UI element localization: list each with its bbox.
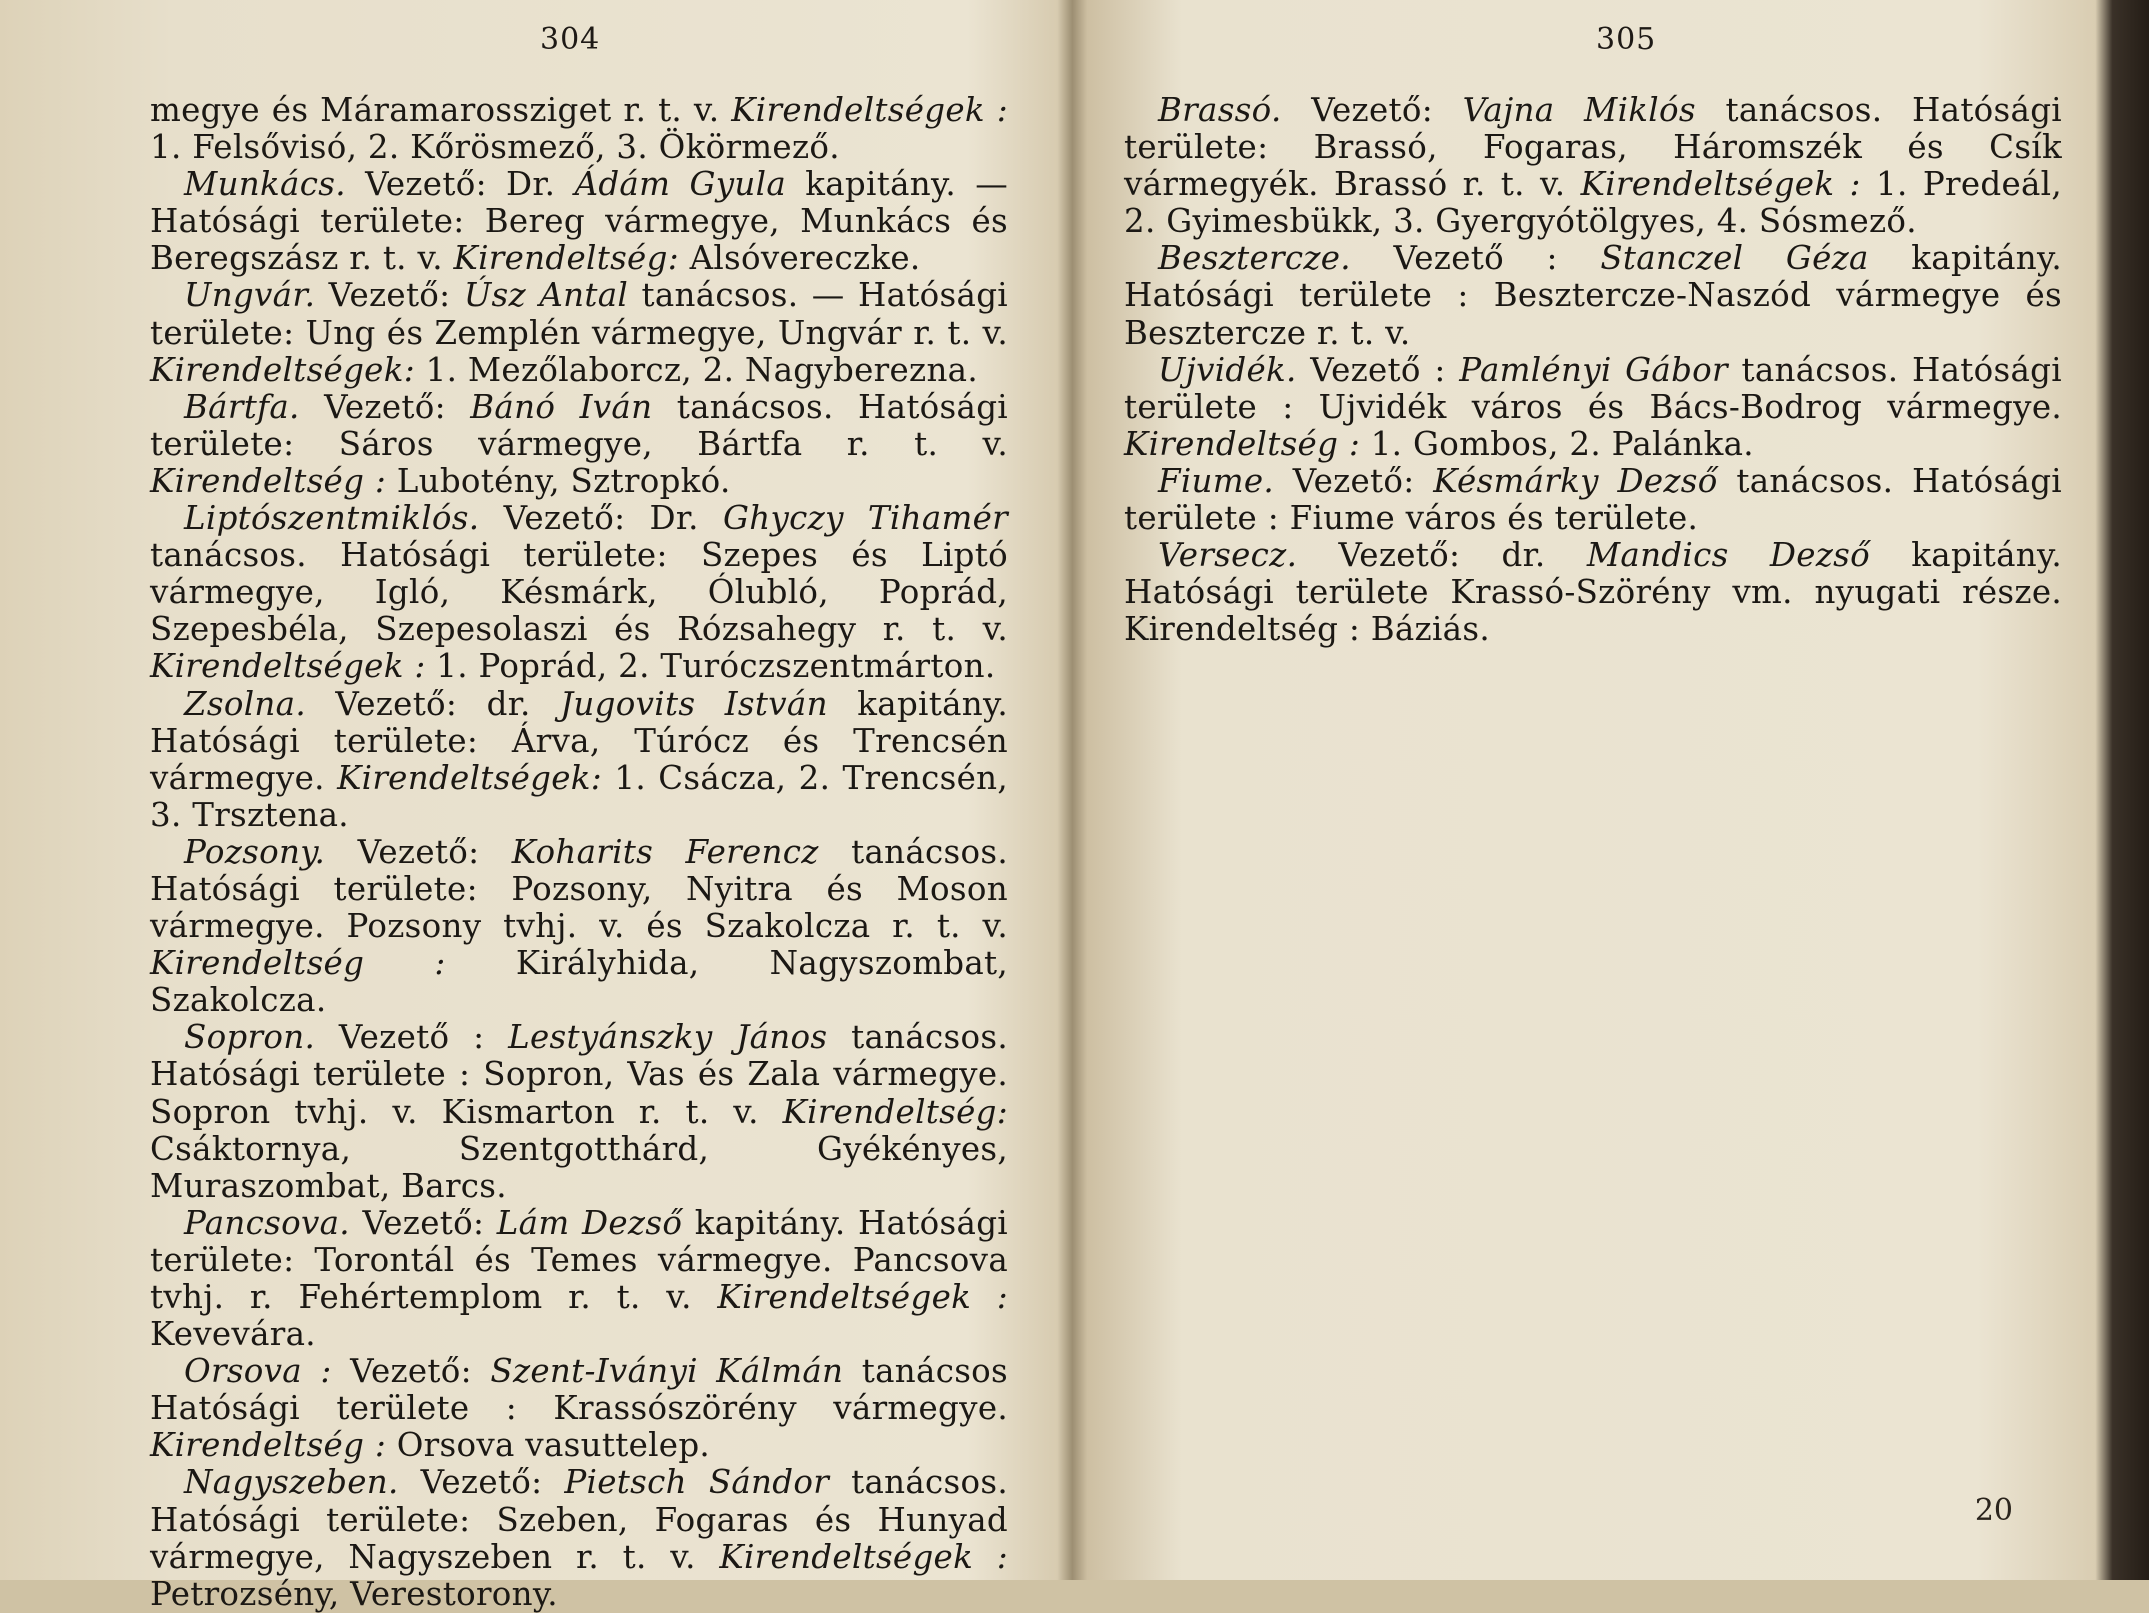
left-page-text bbox=[150, 92, 1008, 1613]
paragraph bbox=[1124, 240, 2062, 351]
left-page bbox=[0, 0, 1070, 1613]
italic-run: Ungvár. bbox=[184, 276, 316, 315]
italic-run: Kirendeltség : bbox=[150, 944, 446, 983]
paragraph bbox=[150, 277, 1008, 388]
paragraph bbox=[150, 686, 1008, 834]
paragraph bbox=[1124, 537, 2062, 648]
text-run: Orsova vasuttelep. bbox=[386, 1426, 711, 1465]
italic-run: Sopron. bbox=[184, 1018, 316, 1057]
left-page-number: 304 bbox=[540, 22, 601, 57]
text-run: kapitány. Hatósági területe : Besztercze-Naszód vármegye és Besztercze r. t. v. bbox=[1124, 239, 2062, 352]
paragraph bbox=[150, 1353, 1008, 1464]
text-run: Kevevára. bbox=[150, 1315, 316, 1354]
italic-run: Ghyczy Tihamér bbox=[723, 499, 1008, 538]
italic-run: Úsz Antal bbox=[463, 276, 629, 315]
text-run: Vezető : bbox=[1296, 350, 1460, 389]
italic-run: Ujvidék. bbox=[1158, 350, 1297, 389]
italic-run: Kirendeltségek : bbox=[731, 91, 1009, 129]
text-run: 1. Gombos, 2. Palánka. bbox=[1360, 424, 1754, 463]
text-run: Vezető: bbox=[299, 387, 471, 426]
text-run: 1. Poprád, 2. Turóczszentmárton. bbox=[425, 647, 996, 686]
right-page-number: 305 bbox=[1596, 22, 1657, 57]
italic-run: Mandics Dezső bbox=[1586, 536, 1871, 575]
text-run: tanácsos. Hatósági területe : Fiume város és területe. bbox=[1124, 461, 2062, 538]
text-run: kapitány. — Hatósági területe: Bereg vármegye, Munkács és Beregszász r. t. v. bbox=[150, 165, 1008, 278]
paragraph bbox=[150, 834, 1008, 1019]
text-run: Alsóvereczke. bbox=[678, 239, 921, 278]
paragraph bbox=[1124, 463, 2062, 537]
italic-run: Koharits Ferencz bbox=[511, 832, 819, 871]
italic-run: Kirendeltség : bbox=[150, 461, 387, 500]
text-run: kapitány. Hatósági területe Krassó-Szörény vm. nyugati része. Kirendeltség : Báziás. bbox=[1124, 536, 2062, 649]
italic-run: Pozsony. bbox=[184, 832, 326, 871]
italic-run: Bártfa. bbox=[184, 387, 300, 426]
text-run: Vezető : bbox=[1350, 239, 1601, 278]
text-run: Vezető: dr. bbox=[1297, 536, 1587, 575]
text-run: tanácsos. Hatósági területe: Brassó, Fogaras, Háromszék és Csík vármegyék. Brassó r. t. v. bbox=[1124, 91, 2063, 204]
italic-run: Lestyánszky János bbox=[508, 1018, 828, 1057]
italic-run: Kirendeltségek : bbox=[1580, 165, 1861, 204]
italic-run: Liptószentmiklós. bbox=[184, 499, 480, 538]
paragraph bbox=[150, 1464, 1008, 1612]
italic-run: Jugovits István bbox=[560, 684, 828, 723]
italic-run: Munkács. bbox=[184, 165, 346, 204]
italic-run: Vajna Miklós bbox=[1462, 91, 1696, 129]
italic-run: Pancsova. bbox=[184, 1203, 350, 1242]
text-run: Vezető: bbox=[1281, 91, 1463, 129]
text-run: Vezető: bbox=[1274, 461, 1434, 500]
paragraph bbox=[150, 389, 1008, 500]
italic-run: Zsolna. bbox=[184, 684, 306, 723]
signature-mark: 20 bbox=[1974, 1493, 2013, 1528]
text-run: tanácsos. Hatósági területe: Szeben, Fogaras és Hunyad vármegye, Nagyszeben r. t. v. bbox=[150, 1463, 1008, 1576]
text-run: Vezető: bbox=[325, 832, 512, 871]
text-run: 1. Csácza, 2. Trencsén, 3. Trsztena. bbox=[150, 758, 1008, 834]
italic-run: Kirendeltségek : bbox=[719, 1537, 1008, 1576]
text-run: tanácsos. Hatósági területe : Ujvidék város és Bács-Bodrog vármegye. bbox=[1124, 350, 2062, 426]
italic-run: Brassó. bbox=[1158, 91, 1282, 129]
paragraph bbox=[1124, 92, 2062, 240]
text-run: Csáktornya, Szentgotthárd, Gyékényes, Muraszombat, Barcs. bbox=[150, 1129, 1008, 1205]
paragraph bbox=[150, 166, 1008, 277]
text-run: megye és Máramarossziget r. t. v. bbox=[150, 91, 732, 129]
italic-run: Kirendeltség: bbox=[453, 239, 679, 278]
italic-run: Pietsch Sándor bbox=[564, 1463, 830, 1502]
paragraph bbox=[150, 500, 1008, 685]
text-run: 1. Felsővisó, 2. Kőrösmező, 3. Ökörmező. bbox=[150, 128, 840, 167]
italic-run: Nagyszeben. bbox=[184, 1463, 399, 1502]
italic-run: Versecz. bbox=[1158, 536, 1298, 575]
text-run: Vezető: bbox=[331, 1352, 491, 1391]
italic-run: Pamlényi Gábor bbox=[1459, 350, 1728, 389]
text-run: Vezető: bbox=[349, 1203, 497, 1242]
italic-run: Besztercze. bbox=[1158, 239, 1351, 278]
text-run: tanácsos Hatósági területe : Krassószörény vármegye. bbox=[150, 1352, 1009, 1428]
text-run: Vezető: bbox=[398, 1463, 565, 1502]
text-run: Vezető: Dr. bbox=[479, 499, 723, 538]
paragraph bbox=[150, 1205, 1008, 1353]
italic-run: Orsova : bbox=[184, 1352, 332, 1391]
text-run: tanácsos. — Hatósági területe: Ung és Zemplén vármegye, Ungvár r. t. v. bbox=[150, 276, 1008, 352]
italic-run: Fiume. bbox=[1158, 461, 1275, 500]
paragraph bbox=[150, 1019, 1008, 1204]
text-run: Vezető: bbox=[315, 276, 464, 315]
paragraph bbox=[1124, 352, 2062, 463]
text-run: 1. Mezőlaborcz, 2. Nagyberezna. bbox=[414, 350, 978, 389]
text-run: Petrozsény, Verestorony. bbox=[150, 1574, 558, 1613]
text-run: tanácsos. Hatósági területe: Szepes és Liptó vármegye, Igló, Késmárk, Ólubló, Poprád, Szepesbéla, Szepesolaszi és Rózsahegy r. t. v. bbox=[150, 536, 1008, 649]
text-run: Királyhida, Nagyszombat, Szakolcza. bbox=[150, 944, 1008, 1020]
text-run: Vezető : bbox=[315, 1018, 509, 1057]
text-run: tanácsos. Hatósági területe: Sáros vármegye, Bártfa r. t. v. bbox=[150, 387, 1008, 463]
italic-run: Kirendeltségek : bbox=[150, 647, 426, 686]
paragraph bbox=[150, 92, 1008, 166]
italic-run: Kirendeltség : bbox=[150, 1426, 387, 1465]
text-run: Vezető: dr. bbox=[305, 684, 561, 723]
text-run: Vezető: Dr. bbox=[345, 165, 575, 204]
text-run: 1. Predeál, 2. Gyimesbükk, 3. Gyergyótölgyes, 4. Sósmező. bbox=[1124, 165, 2062, 241]
italic-run: Kirendeltségek: bbox=[150, 350, 415, 389]
text-run: tanácsos. Hatósági területe: Pozsony, Nyitra és Moson vármegye. Pozsony tvhj. v. és Szakolcza r. t. v. bbox=[150, 832, 1008, 946]
italic-run: Szent-Iványi Kálmán bbox=[490, 1352, 844, 1391]
italic-run: Késmárky Dezső bbox=[1433, 461, 1718, 500]
italic-run: Kirendeltség: bbox=[782, 1092, 1008, 1131]
italic-run: Kirendeltségek: bbox=[337, 758, 603, 797]
italic-run: Kirendeltségek : bbox=[717, 1278, 1009, 1316]
italic-run: Stanczel Géza bbox=[1600, 239, 1869, 278]
italic-run: Bánó Iván bbox=[470, 387, 653, 426]
italic-run: Kirendeltség : bbox=[1124, 424, 1361, 463]
text-run: kapitány. Hatósági területe: Torontál és Temes vármegye. Pancsova tvhj. r. Fehértemplom r. t. v. bbox=[150, 1203, 1008, 1316]
text-run: Lubotény, Sztropkó. bbox=[386, 461, 731, 500]
text-run: kapitány. Hatósági területe: Árva, Túrócz és Trencsén vármegye. bbox=[150, 684, 1008, 797]
right-page-text bbox=[1124, 92, 2062, 648]
italic-run: Ádám Gyula bbox=[574, 165, 786, 204]
italic-run: Lám Dezső bbox=[496, 1203, 683, 1242]
text-run: tanácsos. Hatósági területe : Sopron, Vas és Zala vármegye. Sopron tvhj. v. Kismarton r. t. v. bbox=[150, 1018, 1008, 1131]
right-page bbox=[1078, 0, 2108, 1580]
